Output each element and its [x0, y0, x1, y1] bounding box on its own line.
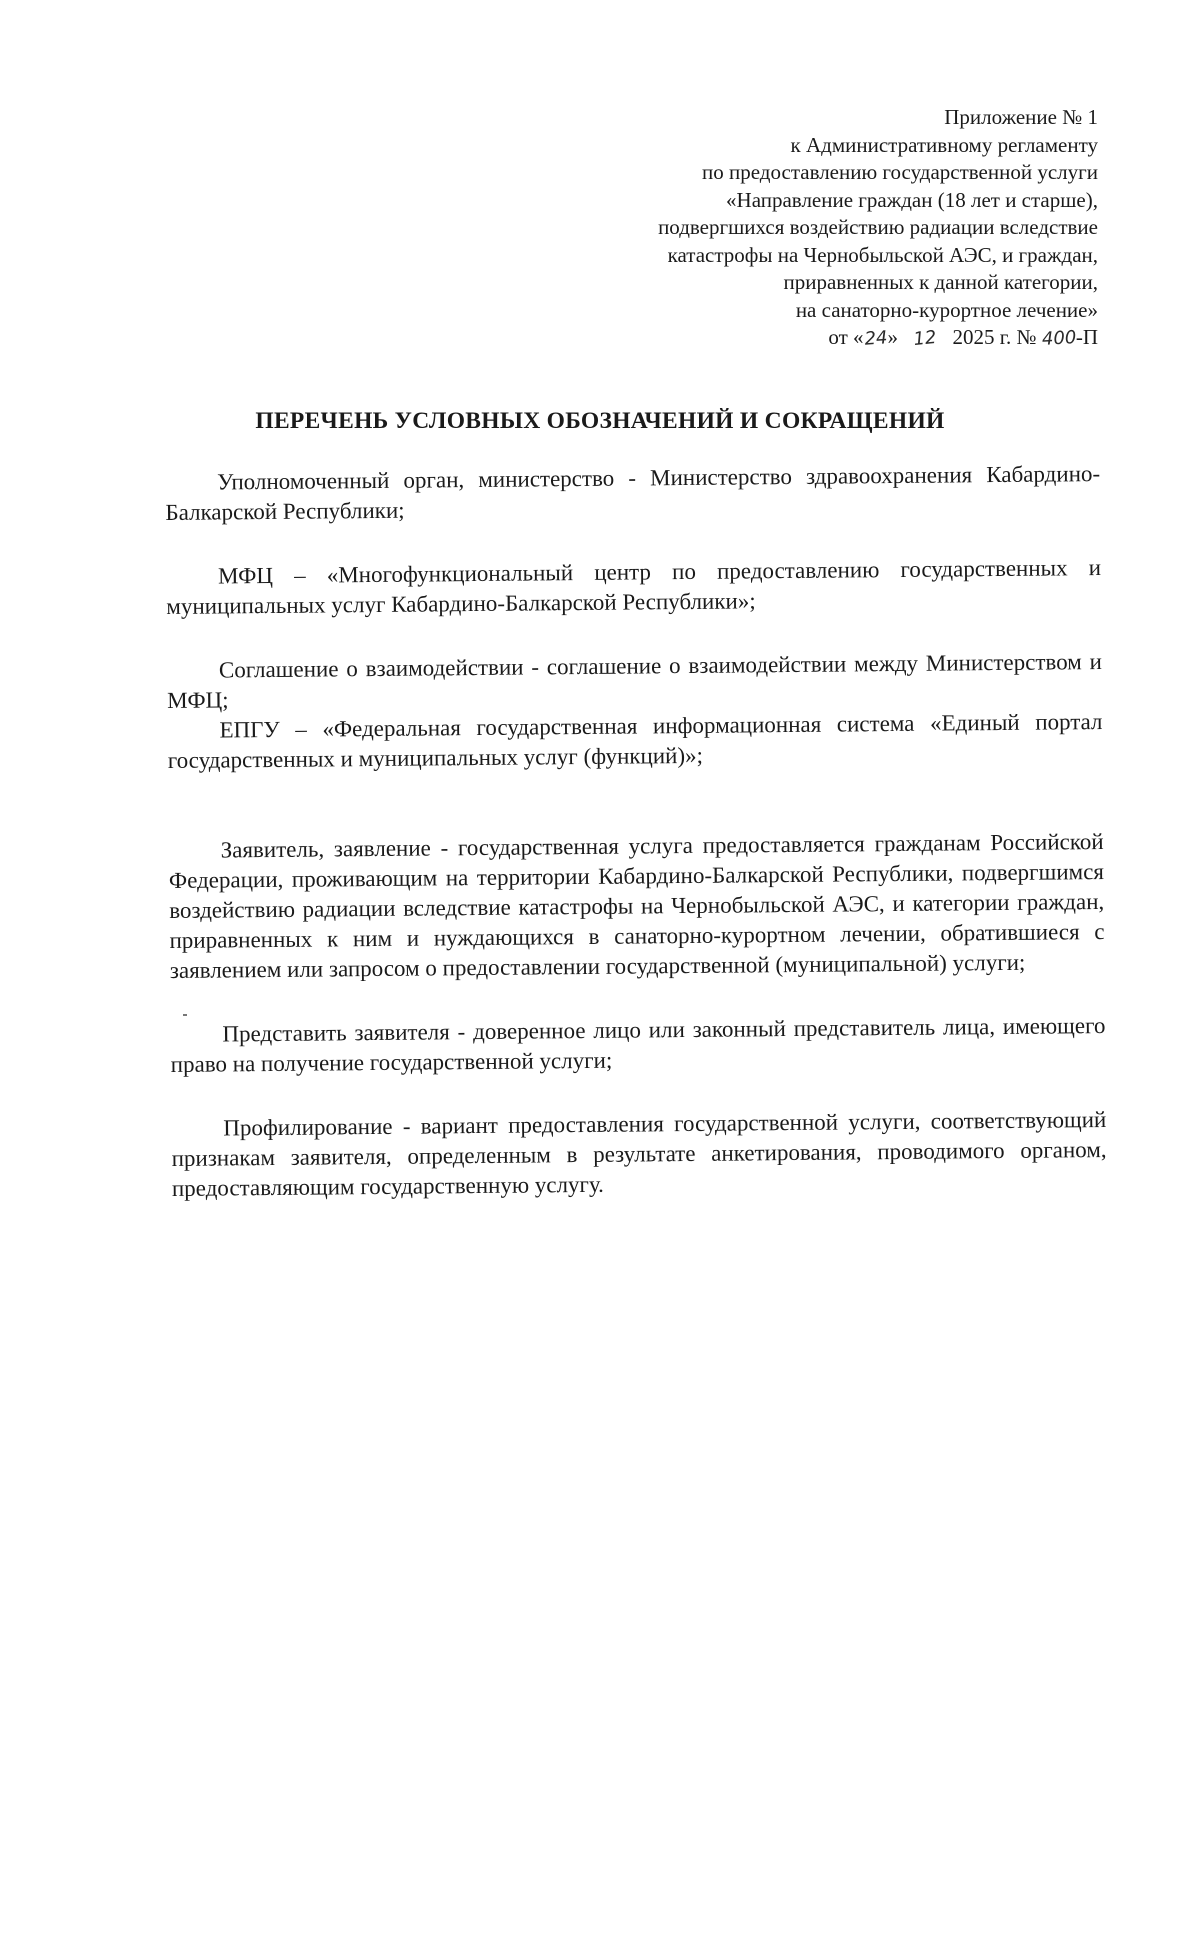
definition-representative: Представить заявителя - доверенное лицо или законный представитель лица, имеющего право на получение государственной услуги; [170, 1012, 1106, 1077]
appendix-line-direction: «Направление граждан (18 лет и старше), [726, 187, 1098, 212]
appendix-line-exposed: подвергшихся воздействию радиации вследствие [658, 215, 1098, 239]
date-mid: » [887, 325, 899, 349]
date-year: 2025 г. № [952, 325, 1037, 349]
document-title: ПЕРЕЧЕНЬ УСЛОВНЫХ ОБОЗНАЧЕНИЙ И СОКРАЩЕНИЙ [255, 408, 945, 434]
appendix-line-catastrophe: катастрофы на Чернобыльской АЭС, и граждан, [667, 242, 1098, 267]
appendix-date-line [498, 324, 1098, 353]
handwritten-day: 24 [863, 327, 888, 350]
handwritten-document-number: 400 [1041, 327, 1077, 350]
document-body [165, 459, 1107, 1204]
date-suffix: -П [1075, 325, 1098, 349]
date-prefix: от « [828, 325, 864, 349]
appendix-line-equated: приравненных к данной категории, [783, 270, 1098, 294]
appendix-header [498, 104, 1098, 353]
definition-authorized-body: Уполномоченный орган, министерство - Министерство здравоохранения Кабардино-Балкарской Республики; [165, 461, 1101, 525]
definition-mfc: МФЦ – «Многофункциональный центр по предоставлению государственных и муниципальных услуг Кабардино-Балкарской Республики»; [166, 555, 1102, 619]
definition-agreement: Соглашение о взаимодействии - соглашение о взаимодействии между Министерством и МФЦ; [167, 649, 1103, 713]
appendix-number: Приложение № 1 [944, 105, 1098, 129]
handwritten-month: 12 [912, 326, 938, 351]
appendix-line-regulation: к Административному регламенту [790, 132, 1098, 157]
definition-profiling: Профилирование - вариант предоставления государственной услуги, соответствующий признакам заявителя, определенным в результате анкетирования, проводимого органом, предоставляющим государственную услугу. [171, 1106, 1107, 1201]
definition-epgu: ЕПГУ – «Федеральная государственная информационная система «Единый портал государственных и муниципальных услуг (функций)»; [167, 709, 1103, 773]
appendix-line-treatment: на санаторно-курортное лечение» [795, 297, 1098, 322]
scan-speck [183, 1014, 187, 1016]
definition-applicant: Заявитель, заявление - государственная услуга предоставляется гражданам Российской Федерации, проживающим на территории Кабардино-Балкарской Республики, подвергшимся воздействию радиации вследствие катастрофы на Чернобыльской АЭС, и категории граждан, приравненных к ним и нуждающихся в санаторно-курортном лечении, обратившиеся с заявлением или запросом о предоставлении государственной (муниципальной) услуги; [168, 829, 1105, 983]
appendix-line-service: по предоставлению государственной услуги [702, 160, 1098, 184]
